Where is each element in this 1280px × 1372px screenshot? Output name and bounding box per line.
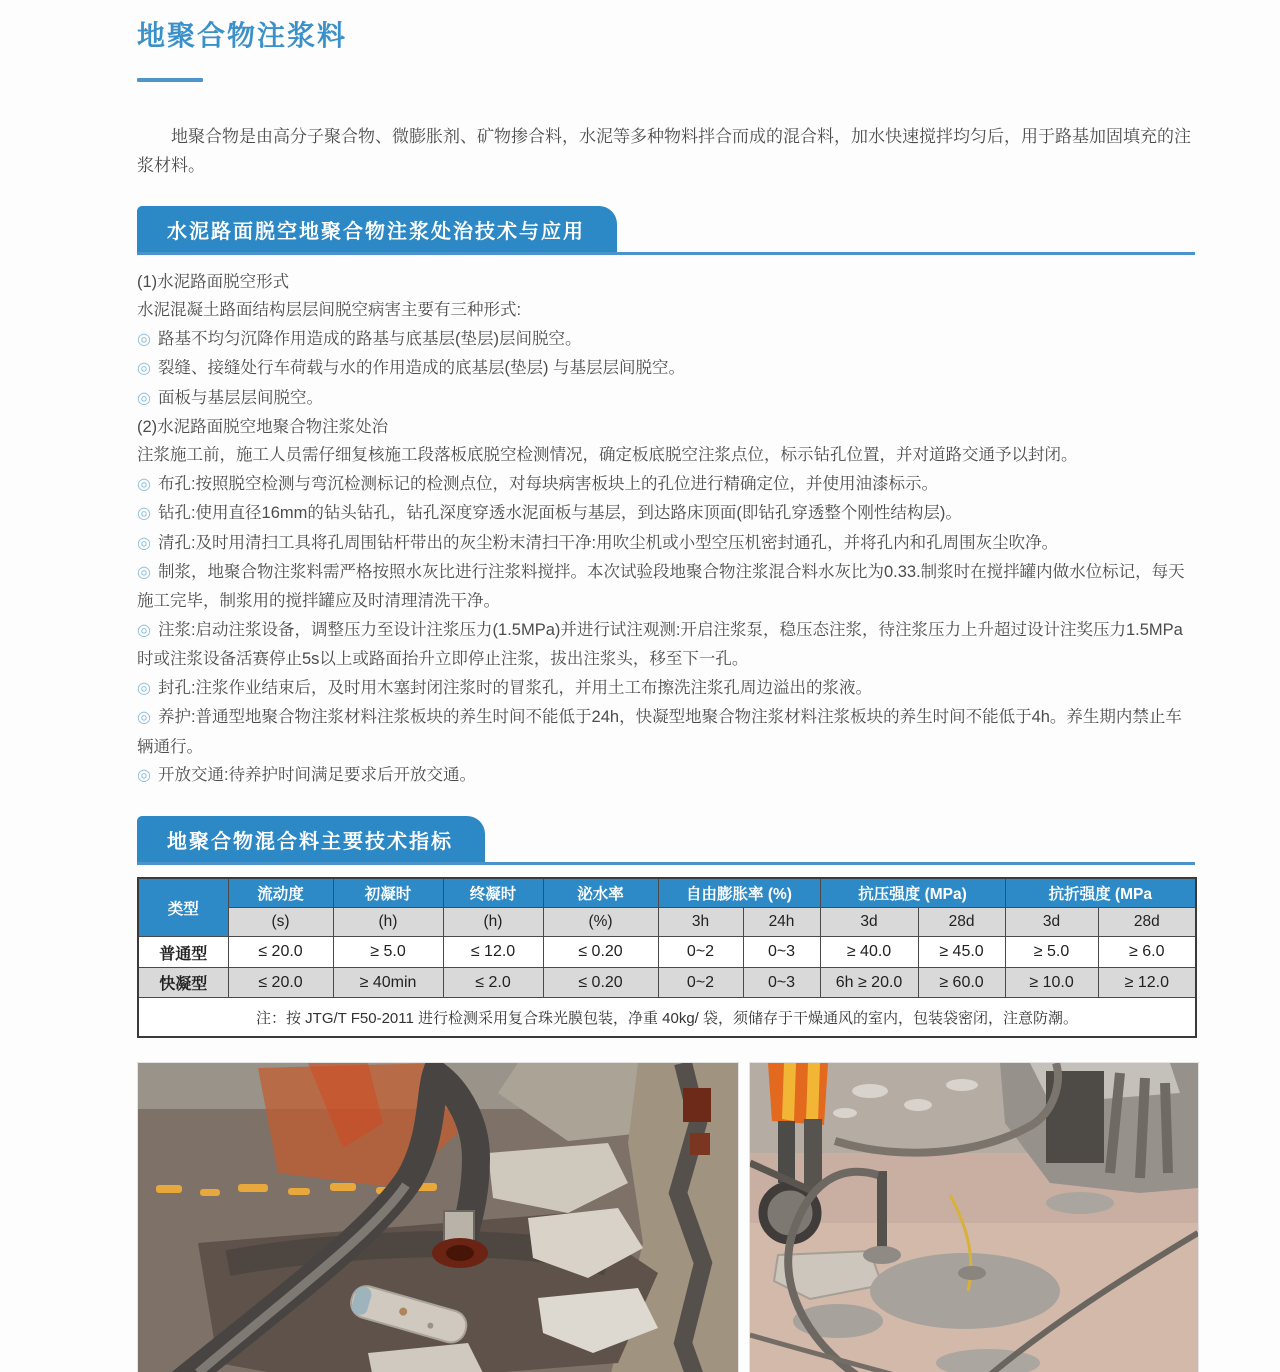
cell: ≥ 10.0 <box>1005 968 1098 998</box>
cell: 0~2 <box>658 937 743 968</box>
bullet-paragraph <box>137 761 1195 790</box>
paragraph-text: 制浆，地聚合物注浆料需严格按照水灰比进行注浆料搅拌。本次试验段地聚合物注浆混合料水灰比为0.33.制浆时在搅拌罐内做水位标记，每天施工完毕，制浆用的搅拌罐应及时清理清洗干净。 <box>137 563 1185 611</box>
technical-spec-table <box>137 877 1197 1038</box>
section1-banner-label: 水泥路面脱空地聚合物注浆处治技术与应用 <box>137 206 617 252</box>
cell: ≥ 40.0 <box>820 937 918 968</box>
cell: ≥ 5.0 <box>333 937 443 968</box>
table-note-text: 注：按 JTG/T F50-2011 进行检测采用复合珠光膜包装，净重 40kg/ 袋，须储存于干燥通风的室内，包装袋密闭，注意防潮。 <box>138 998 1196 1038</box>
bullet-paragraph <box>137 674 1195 703</box>
paragraph-text: 布孔:按照脱空检测与弯沉检测标记的检测点位，对每块病害板块上的孔位进行精确定位，并使用油漆标示。 <box>157 474 939 493</box>
paragraph-text: 钻孔:使用直径16mm的钻头钻孔，钻孔深度穿透水泥面板与基层，到达路床顶面(即钻孔穿透整个刚性结构层)。 <box>157 504 962 523</box>
header-cell: 泌水率 <box>543 878 658 908</box>
bullet-paragraph <box>137 499 1195 528</box>
cell: ≥ 12.0 <box>1098 968 1196 998</box>
photo-grouting-worksite-worker <box>749 1062 1199 1372</box>
ring-bullet-icon: ◎ <box>137 505 151 523</box>
paragraph-text: 注浆:启动注浆设备，调整压力至设计注浆压力(1.5MPa)并进行试注观测:开启注浆泵，稳压态注浆，待注浆压力上升超过设计注奖压力1.5MPa时或注浆设备活赛停止5s以上或路面抬升立即停止注浆，拔出注浆头，移至下一孔。 <box>137 620 1183 669</box>
section2-banner-label: 地聚合物混合料主要技术指标 <box>137 816 485 862</box>
bullet-paragraph <box>137 325 1195 354</box>
cell: ≤ 2.0 <box>443 968 543 998</box>
site-photos <box>137 1062 1195 1372</box>
cell: ≥ 6.0 <box>1098 937 1196 968</box>
ring-bullet-icon: ◎ <box>137 534 151 552</box>
unit-cell: (h) <box>333 908 443 937</box>
paragraph-text: 清孔:及时用清扫工具将孔周围钻杆带出的灰尘粉末清扫干净:用吹尘机或小型空压机密封通孔，并将孔内和孔周围灰尘吹净。 <box>157 533 1059 552</box>
bullet-paragraph <box>137 703 1195 761</box>
cell: 0~2 <box>658 968 743 998</box>
header-cell: 流动度 <box>228 878 333 908</box>
unit-cell: 3d <box>1005 908 1098 937</box>
table-row-fast-set-type <box>138 968 1196 998</box>
table-header-row-units <box>138 908 1196 937</box>
unit-cell: (h) <box>443 908 543 937</box>
cell: ≥ 45.0 <box>918 937 1005 968</box>
header-cell: 抗压强度 (MPa) <box>820 878 1005 908</box>
paragraph-text: 养护:普通型地聚合物注浆材料注浆板块的养生时间不能低于24h，快凝型地聚合物注浆材料注浆板块的养生时间不能低于4h。养生期内禁止车辆通行。 <box>137 708 1182 756</box>
paragraph <box>137 413 1195 441</box>
ring-bullet-icon: ◎ <box>137 360 151 378</box>
ring-bullet-icon: ◎ <box>137 475 151 493</box>
ring-bullet-icon: ◎ <box>137 709 151 727</box>
header-cell: 自由膨胀率 (%) <box>658 878 820 908</box>
table-header-row-groups <box>138 878 1196 908</box>
section1-body <box>137 268 1195 790</box>
paragraph-text: 水泥混凝土路面结构层层间脱空病害主要有三种形式: <box>137 301 522 320</box>
cell: ≤ 20.0 <box>228 937 333 968</box>
paragraph-text: 注浆施工前，施工人员需仔细复核施工段落板底脱空检测情况，确定板底脱空注浆点位，标示钻孔位置，并对道路交通予以封闭。 <box>137 446 1078 465</box>
unit-cell: 3d <box>820 908 918 937</box>
section1-banner <box>137 206 1195 255</box>
paragraph-text: (2)水泥路面脱空地聚合物注浆处治 <box>137 418 389 437</box>
ring-bullet-icon: ◎ <box>137 679 151 697</box>
bullet-paragraph <box>137 354 1195 383</box>
bullet-paragraph <box>137 616 1195 674</box>
unit-cell: 28d <box>918 908 1005 937</box>
paragraph-text: 开放交通:待养护时间满足要求后开放交通。 <box>157 765 477 784</box>
paragraph-text: 面板与基层层间脱空。 <box>157 388 323 407</box>
paragraph-text: 路基不均匀沉降作用造成的路基与底基层(垫层)层间脱空。 <box>157 329 582 348</box>
ring-bullet-icon: ◎ <box>137 766 151 784</box>
paragraph <box>137 441 1195 469</box>
unit-cell: 3h <box>658 908 743 937</box>
ring-bullet-icon: ◎ <box>137 564 151 582</box>
cell: 0~3 <box>743 937 820 968</box>
ring-bullet-icon: ◎ <box>137 389 151 407</box>
header-cell: 抗折强度 (MPa <box>1005 878 1196 908</box>
paragraph-text: 封孔:注浆作业结束后，及时用木塞封闭注浆时的冒浆孔，并用土工布擦洗注浆孔周边溢出的浆液。 <box>157 678 873 697</box>
paragraph <box>137 296 1195 324</box>
cell: ≤ 12.0 <box>443 937 543 968</box>
cell: 快凝型 <box>138 968 228 998</box>
ring-bullet-icon: ◎ <box>137 621 151 639</box>
cell: 6h ≥ 20.0 <box>820 968 918 998</box>
unit-cell: 28d <box>1098 908 1196 937</box>
cell: ≤ 20.0 <box>228 968 333 998</box>
cell: ≥ 40min <box>333 968 443 998</box>
paragraph <box>137 268 1195 296</box>
title-underline-rule <box>137 78 203 82</box>
section2-banner <box>137 816 1195 865</box>
bullet-paragraph <box>137 529 1195 558</box>
bullet-paragraph <box>137 470 1195 499</box>
header-cell: 初凝时 <box>333 878 443 908</box>
cell: 普通型 <box>138 937 228 968</box>
header-cell-type: 类型 <box>138 878 228 937</box>
paragraph-text: (1)水泥路面脱空形式 <box>137 273 290 291</box>
table-row-normal-type <box>138 937 1196 968</box>
cell: ≥ 60.0 <box>918 968 1005 998</box>
cell: ≤ 0.20 <box>543 968 658 998</box>
unit-cell: (s) <box>228 908 333 937</box>
photo-grouting-injection-hole <box>137 1062 739 1372</box>
paragraph-text: 裂缝、接缝处行车荷载与水的作用造成的底基层(垫层) 与基层层间脱空。 <box>157 359 686 378</box>
unit-cell: 24h <box>743 908 820 937</box>
cell: ≤ 0.20 <box>543 937 658 968</box>
unit-cell: (%) <box>543 908 658 937</box>
header-cell: 终凝时 <box>443 878 543 908</box>
page-title: 地聚合物注浆料 <box>137 20 348 51</box>
cell: 0~3 <box>743 968 820 998</box>
table-note-row <box>138 998 1196 1038</box>
cell: ≥ 5.0 <box>1005 937 1098 968</box>
ring-bullet-icon: ◎ <box>137 330 151 348</box>
bullet-paragraph <box>137 558 1195 616</box>
intro-paragraph: 地聚合物是由高分子聚合物、微膨胀剂、矿物掺合料，水泥等多种物料拌合而成的混合料，加水快速搅拌均匀后，用于路基加固填充的注浆材料。 <box>137 127 1191 175</box>
bullet-paragraph <box>137 384 1195 413</box>
